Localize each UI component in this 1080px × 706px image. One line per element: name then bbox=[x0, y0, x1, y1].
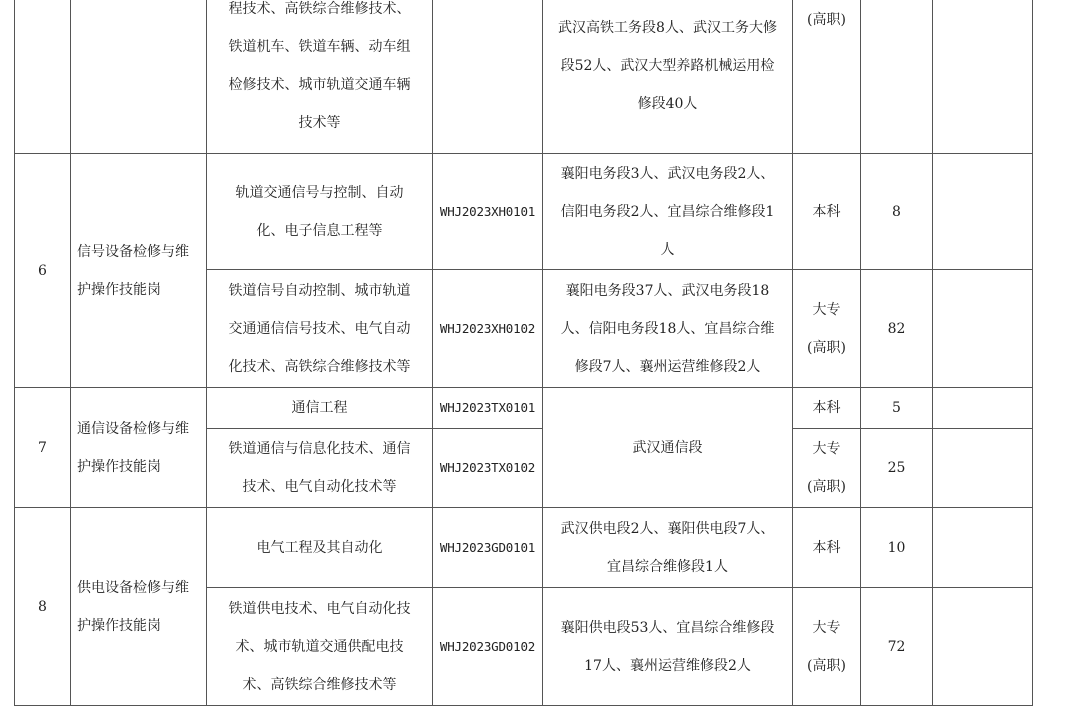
position-code: WHJ2023TX0102 bbox=[433, 429, 543, 508]
education-cell: 大专 (高职) bbox=[793, 270, 861, 388]
position-code: WHJ2023TX0101 bbox=[433, 388, 543, 429]
units-cell: 武汉供电段2人、襄阳供电段7人、 宜昌综合维修段1人 bbox=[543, 508, 793, 588]
count-cell bbox=[861, 0, 933, 154]
table-row bbox=[15, 0, 1033, 154]
remarks-cell bbox=[933, 388, 1033, 429]
majors-cell: 轨道交通信号与控制、自动 化、电子信息工程等 bbox=[207, 154, 433, 270]
units-cell: 武汉高铁工务段8人、武汉工务大修 段52人、武汉大型养路机械运用检 修段40人 bbox=[543, 0, 793, 154]
count-cell: 82 bbox=[861, 270, 933, 388]
education-cell: 大专 (高职) bbox=[793, 588, 861, 706]
row-number: 6 bbox=[15, 154, 71, 388]
position-code: WHJ2023XH0102 bbox=[433, 270, 543, 388]
education-cell: 本科 bbox=[793, 388, 861, 429]
count-cell: 8 bbox=[861, 154, 933, 270]
count-cell: 72 bbox=[861, 588, 933, 706]
education-cell: 本科 bbox=[793, 154, 861, 270]
table-row bbox=[15, 154, 1033, 270]
majors-cell: 铁道通信与信息化技术、通信 技术、电气自动化技术等 bbox=[207, 429, 433, 508]
count-cell: 25 bbox=[861, 429, 933, 508]
post-name: 信号设备检修与维 护操作技能岗 bbox=[71, 154, 207, 388]
majors-cell: 程技术、高铁综合维修技术、 铁道机车、铁道车辆、动车组 检修技术、城市轨道交通车辆 技术等 bbox=[207, 0, 433, 154]
count-cell: 5 bbox=[861, 388, 933, 429]
remarks-cell bbox=[933, 270, 1033, 388]
majors-cell: 通信工程 bbox=[207, 388, 433, 429]
row-number: 8 bbox=[15, 508, 71, 706]
education-cell: (高职) bbox=[793, 0, 861, 154]
units-cell: 武汉通信段 bbox=[543, 388, 793, 508]
units-cell: 襄阳供电段53人、宜昌综合维修段 17人、襄州运营维修段2人 bbox=[543, 588, 793, 706]
remarks-cell bbox=[933, 0, 1033, 154]
education-cell: 大专 (高职) bbox=[793, 429, 861, 508]
post-name: 供电设备检修与维 护操作技能岗 bbox=[71, 508, 207, 706]
position-code: WHJ2023GD0102 bbox=[433, 588, 543, 706]
majors-cell: 铁道信号自动控制、城市轨道 交通通信信号技术、电气自动 化技术、高铁综合维修技术等 bbox=[207, 270, 433, 388]
position-code bbox=[433, 0, 543, 154]
count-cell: 10 bbox=[861, 508, 933, 588]
row-number: 7 bbox=[15, 388, 71, 508]
remarks-cell bbox=[933, 508, 1033, 588]
post-name: 通信设备检修与维 护操作技能岗 bbox=[71, 388, 207, 508]
table-row bbox=[15, 388, 1033, 429]
remarks-cell bbox=[933, 154, 1033, 270]
education-cell: 本科 bbox=[793, 508, 861, 588]
post-name bbox=[71, 0, 207, 154]
position-code: WHJ2023XH0101 bbox=[433, 154, 543, 270]
row-number bbox=[15, 0, 71, 154]
remarks-cell bbox=[933, 588, 1033, 706]
table-row bbox=[15, 508, 1033, 588]
remarks-cell bbox=[933, 429, 1033, 508]
position-code: WHJ2023GD0101 bbox=[433, 508, 543, 588]
recruitment-table bbox=[14, 0, 1033, 706]
units-cell: 襄阳电务段3人、武汉电务段2人、 信阳电务段2人、宜昌综合维修段1 人 bbox=[543, 154, 793, 270]
units-cell: 襄阳电务段37人、武汉电务段18 人、信阳电务段18人、宜昌综合维 修段7人、襄州运营维修段2人 bbox=[543, 270, 793, 388]
majors-cell: 铁道供电技术、电气自动化技 术、城市轨道交通供配电技 术、高铁综合维修技术等 bbox=[207, 588, 433, 706]
majors-cell: 电气工程及其自动化 bbox=[207, 508, 433, 588]
